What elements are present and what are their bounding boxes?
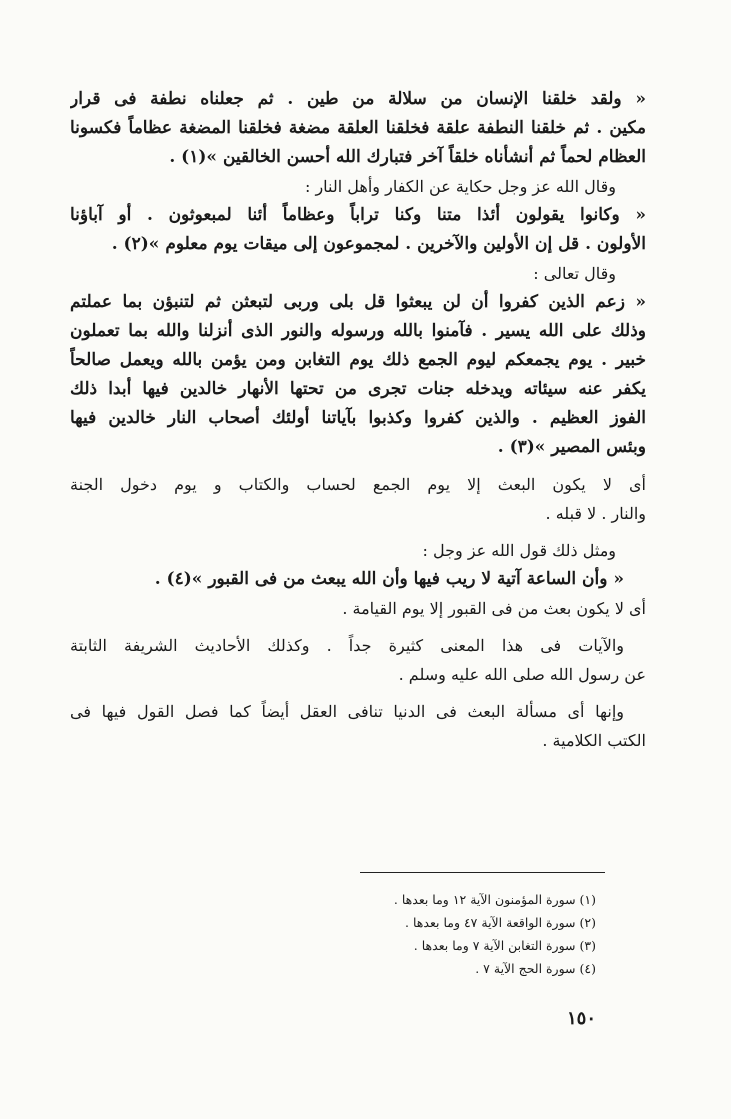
text-line: أى لا يكون بعث من فى القبور إلا يوم القيامة . xyxy=(342,599,646,618)
paragraph-gap xyxy=(70,528,646,536)
text-line: خبير . يوم يجمعكم ليوم الجمع ذلك يوم التغابن ومن يؤمن بالله ويعمل صالحاً xyxy=(70,350,646,370)
text-line: والآيات فى هذا المعنى كثيرة جداً . وكذلك الأحاديث الشريفة الثابتة xyxy=(70,636,624,655)
paragraph-gap xyxy=(70,462,646,470)
text-line: « ولقد خلقنا الإنسان من سلالة من طين . ثم جعلناه نطفة فى قرار xyxy=(70,89,646,109)
paragraph-gap xyxy=(70,689,646,697)
page-number: ١٥٠ xyxy=(566,1008,596,1029)
text-line: العظام لحماً ثم أنشأناه خلقاً آخر فتبارك الله أحسن الخالقين »(١) . xyxy=(169,147,646,167)
text-line: « وكانوا يقولون أئذا متنا وكنا تراباً وعظاماً أئنا لمبعوثون . أو آباؤنا xyxy=(70,205,646,225)
text-line: مكين . ثم خلقنا النطفة علقة فخلقنا العلقة مضغة فخلقنا المضغة عظاماً فكسونا xyxy=(70,118,646,138)
text-line: وذلك على الله يسير . فآمنوا بالله ورسوله والنور الذى أنزلنا والله بما تعملون xyxy=(70,321,646,341)
text-line: والنار . لا قبله . xyxy=(545,504,646,523)
text-line: الكتب الكلامية . xyxy=(542,731,646,750)
footnote-divider xyxy=(360,872,605,873)
main-text xyxy=(70,85,646,755)
text-line: ومثل ذلك قول الله عز وجل : xyxy=(422,541,616,560)
footnote-4: (٤) سورة الحج الآية ٧ . xyxy=(475,961,596,976)
text-line: « وأن الساعة آتية لا ريب فيها وأن الله يبعث من فى القبور »(٤) . xyxy=(154,569,624,589)
text-line: وإنها أى مسألة البعث فى الدنيا تنافى العقل أيضاً كما فصل القول فيها فى xyxy=(70,702,624,721)
text-line: الفوز العظيم . والذين كفروا وكذبوا بآياتنا أولئك أصحاب النار خالدين فيها xyxy=(70,408,646,428)
text-line: أى لا يكون البعث إلا يوم الجمع لحساب والكتاب و يوم دخول الجنة xyxy=(70,475,646,494)
footnotes xyxy=(394,888,596,980)
footnote-3: (٣) سورة التغابن الآية ٧ وما بعدها . xyxy=(413,938,596,953)
footnote-2: (٢) سورة الواقعة الآية ٤٧ وما بعدها . xyxy=(405,915,596,930)
text-line: يكفر عنه سيئاته ويدخله جنات تجرى من تحتها الأنهار خالدين فيها أبدا ذلك xyxy=(70,379,646,399)
text-line: وقال الله عز وجل حكاية عن الكفار وأهل النار : xyxy=(304,177,616,196)
text-line: وبئس المصير »(٣) . xyxy=(497,437,646,457)
text-line: الأولون . قل إن الأولين والآخرين . لمجموعون إلى ميقات يوم معلوم »(٢) . xyxy=(111,234,646,254)
text-line: عن رسول الله صلى الله عليه وسلم . xyxy=(398,665,646,684)
text-line: وقال تعالى : xyxy=(533,264,616,283)
paragraph-gap xyxy=(70,623,646,631)
text-line: « زعم الذين كفروا أن لن يبعثوا قل بلى وربى لتبعثن ثم لتنبؤن بما عملتم xyxy=(70,292,646,312)
footnote-1: (١) سورة المؤمنون الآية ١٢ وما بعدها . xyxy=(393,892,596,907)
